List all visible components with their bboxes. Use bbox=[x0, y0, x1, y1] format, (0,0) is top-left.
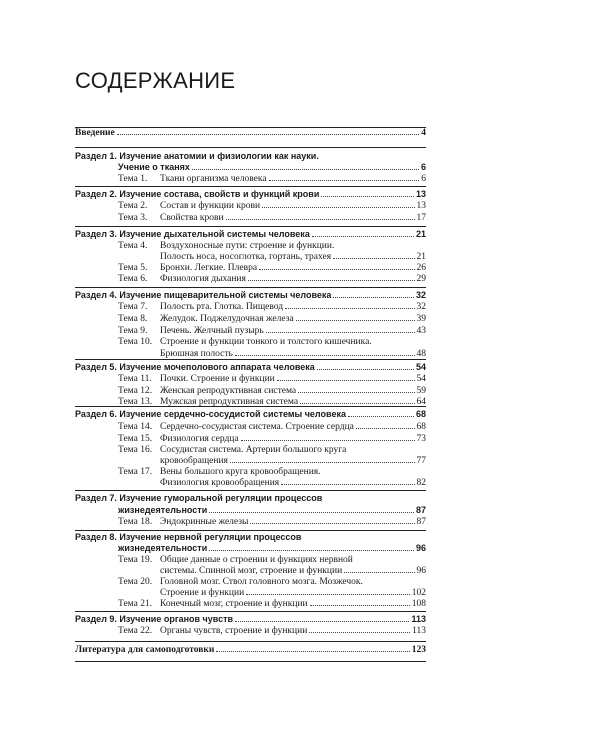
dot-leader bbox=[310, 605, 410, 606]
toc-entry-topic-4[interactable] bbox=[160, 252, 426, 262]
dot-leader bbox=[209, 512, 414, 513]
dot-leader bbox=[262, 207, 414, 208]
entry-label: Брюшная полость bbox=[160, 349, 233, 359]
topic-number: Тема 9. bbox=[118, 326, 148, 336]
toc-entry-topic-15[interactable] bbox=[160, 434, 426, 444]
entry-label: Введение bbox=[75, 128, 115, 138]
dot-leader bbox=[117, 134, 420, 135]
entry-page: 6 bbox=[420, 162, 426, 172]
topic-number: Тема 6. bbox=[118, 274, 148, 284]
dot-leader bbox=[312, 236, 414, 237]
entry-page: 32 bbox=[416, 302, 426, 312]
toc-entry-topic-17[interactable] bbox=[160, 478, 426, 488]
dot-leader bbox=[296, 320, 415, 321]
entry-label: Раздел 4. Изучение пищеварительной системы человека bbox=[75, 290, 332, 300]
toc-entry-topic-9[interactable] bbox=[160, 326, 426, 336]
section-title: Раздел 7. Изучение гуморальной регуляции процессов bbox=[75, 493, 323, 503]
entry-page: 29 bbox=[416, 274, 426, 284]
toc-entry-section-7[interactable] bbox=[118, 505, 426, 516]
entry-page: 68 bbox=[415, 409, 426, 419]
entry-label: жизнедеятельности bbox=[118, 543, 208, 553]
topic-number: Тема 20. bbox=[118, 577, 153, 587]
dot-leader bbox=[209, 550, 414, 551]
entry-label: Сердечно-сосудистая система. Строение сердца bbox=[160, 422, 354, 432]
dot-leader bbox=[235, 355, 415, 356]
entry-page: 54 bbox=[415, 362, 426, 372]
entry-label: Физиология дыхания bbox=[160, 274, 246, 284]
divider bbox=[75, 641, 426, 642]
entry-page: 113 bbox=[412, 626, 426, 636]
dot-leader bbox=[317, 369, 414, 370]
entry-label: Почки. Строение и функции bbox=[160, 374, 275, 384]
entry-label: жизнедеятельности bbox=[118, 505, 208, 515]
entry-label: Состав и функции крови bbox=[160, 201, 261, 211]
toc-entry-topic-10[interactable] bbox=[160, 349, 426, 359]
entry-page: 4 bbox=[421, 128, 426, 138]
entry-label: Литература для самоподготовки bbox=[75, 645, 215, 655]
topic-number: Тема 21. bbox=[118, 599, 153, 609]
topic-number: Тема 1. bbox=[118, 174, 148, 184]
topic-number: Тема 15. bbox=[118, 434, 153, 444]
topic-number: Тема 17. bbox=[118, 467, 153, 477]
entry-label: Раздел 9. Изучение органов чувств bbox=[75, 614, 234, 624]
topic-number: Тема 18. bbox=[118, 517, 153, 527]
entry-page: 108 bbox=[411, 599, 426, 609]
dot-leader bbox=[300, 403, 414, 404]
entry-label: Раздел 2. Изучение состава, свойств и функций крови bbox=[75, 189, 320, 199]
topic-number: Тема 19. bbox=[118, 555, 153, 565]
entry-label: Бронхи. Легкие. Плевра bbox=[160, 263, 258, 273]
section-title: Раздел 1. Изучение анатомии и физиологии как науки. bbox=[75, 151, 319, 161]
entry-label: Физиология сердца bbox=[160, 434, 239, 444]
entry-page: 87 bbox=[416, 517, 426, 527]
toc-entry-topic-20[interactable] bbox=[160, 588, 426, 598]
dot-leader bbox=[298, 392, 414, 393]
dot-leader bbox=[248, 280, 415, 281]
topic-number: Тема 7. bbox=[118, 302, 148, 312]
entry-page: 13 bbox=[415, 189, 426, 199]
toc-entry-topic-5[interactable] bbox=[160, 263, 426, 273]
topic-number: Тема 12. bbox=[118, 386, 153, 396]
divider bbox=[75, 287, 426, 288]
topic-text-line: Общие данные о строении и функциях нервной bbox=[160, 555, 353, 565]
toc-entry-intro[interactable] bbox=[75, 128, 426, 138]
entry-label: Желудок. Поджелудочная железа bbox=[160, 314, 294, 324]
divider bbox=[75, 611, 426, 612]
topic-text-line: Строение и функции тонкого и толстого кишечника. bbox=[160, 337, 372, 347]
topic-text-line: Вены большого круга кровообращения. bbox=[160, 467, 321, 477]
divider bbox=[75, 490, 426, 491]
topic-number: Тема 13. bbox=[118, 397, 153, 407]
entry-page: 6 bbox=[421, 174, 426, 184]
dot-leader bbox=[344, 572, 414, 573]
dot-leader bbox=[348, 416, 414, 417]
divider bbox=[75, 147, 426, 148]
entry-label: Эндокринные железы bbox=[160, 517, 249, 527]
topic-text-line: Головной мозг. Ствол головного мозга. Мозжечок. bbox=[160, 577, 363, 587]
dot-leader bbox=[192, 169, 419, 170]
divider bbox=[75, 530, 426, 531]
dot-leader bbox=[277, 380, 415, 381]
toc-entry-section-8[interactable] bbox=[118, 543, 426, 554]
toc-entry-topic-6[interactable] bbox=[160, 274, 426, 284]
section-title: Раздел 8. Изучение нервной регуляции процессов bbox=[75, 532, 302, 542]
dot-leader bbox=[235, 621, 409, 622]
dot-leader bbox=[246, 594, 410, 595]
divider bbox=[75, 661, 426, 662]
dot-leader bbox=[281, 484, 414, 485]
entry-label: Органы чувств, строение и функции bbox=[160, 626, 308, 636]
entry-label: Ткани организма человека bbox=[160, 174, 267, 184]
entry-page: 113 bbox=[411, 614, 426, 624]
dot-leader bbox=[226, 219, 415, 220]
entry-page: 21 bbox=[416, 252, 426, 262]
toc-entry-topic-11[interactable] bbox=[160, 374, 426, 384]
entry-page: 123 bbox=[411, 645, 426, 655]
dot-leader bbox=[216, 651, 409, 652]
entry-page: 59 bbox=[416, 386, 426, 396]
entry-page: 48 bbox=[416, 349, 426, 359]
toc-entry-topic-14[interactable] bbox=[160, 422, 426, 432]
entry-page: 82 bbox=[416, 478, 426, 488]
entry-label: системы. Спинной мозг, строение и функции bbox=[160, 566, 343, 576]
entry-page: 73 bbox=[416, 434, 426, 444]
dot-leader bbox=[356, 428, 415, 429]
topic-number: Тема 3. bbox=[118, 213, 148, 223]
topic-number: Тема 14. bbox=[118, 422, 153, 432]
toc-entry-topic-1[interactable] bbox=[160, 174, 426, 184]
entry-page: 64 bbox=[416, 397, 426, 407]
topic-number: Тема 10. bbox=[118, 337, 153, 347]
dot-leader bbox=[309, 632, 410, 633]
entry-label: Раздел 5. Изучение мочеполового аппарата человека bbox=[75, 362, 315, 372]
topic-number: Тема 4. bbox=[118, 241, 148, 251]
entry-page: 87 bbox=[415, 505, 426, 515]
entry-page: 54 bbox=[416, 374, 426, 384]
topic-number: Тема 16. bbox=[118, 445, 153, 455]
toc-entry-section-4[interactable] bbox=[75, 290, 426, 301]
entry-label: Полость носа, носоглотка, гортань, трахея bbox=[160, 252, 332, 262]
entry-label: Строение и функции bbox=[160, 588, 245, 598]
toc-entry-topic-7[interactable] bbox=[160, 302, 426, 312]
topic-number: Тема 11. bbox=[118, 374, 152, 384]
entry-label: Полость рта. Глотка. Пищевод bbox=[160, 302, 284, 312]
entry-page: 77 bbox=[416, 456, 426, 466]
topic-text-line: Воздухоносные пути: строение и функции. bbox=[160, 241, 335, 251]
entry-label: Раздел 3. Изучение дыхательной системы человека bbox=[75, 229, 310, 239]
dot-leader bbox=[285, 308, 414, 309]
dot-leader bbox=[269, 180, 420, 181]
toc-entry-topic-3[interactable] bbox=[160, 213, 426, 223]
entry-page: 96 bbox=[415, 543, 426, 553]
divider bbox=[75, 226, 426, 227]
entry-page: 26 bbox=[416, 263, 426, 273]
entry-page: 68 bbox=[416, 422, 426, 432]
entry-page: 43 bbox=[416, 326, 426, 336]
toc-entry-section-6[interactable] bbox=[75, 409, 426, 420]
dot-leader bbox=[230, 462, 415, 463]
entry-label: Свойства крови bbox=[160, 213, 224, 223]
toc-entry-section-9[interactable] bbox=[75, 614, 426, 625]
dot-leader bbox=[333, 258, 414, 259]
toc-entry-section-5[interactable] bbox=[75, 362, 426, 373]
topic-number: Тема 22. bbox=[118, 626, 153, 636]
toc-entry-topic-21[interactable] bbox=[160, 599, 426, 609]
toc-entry-topic-8[interactable] bbox=[160, 314, 426, 324]
divider bbox=[75, 406, 426, 407]
dot-leader bbox=[333, 297, 414, 298]
topic-number: Тема 2. bbox=[118, 201, 148, 211]
topic-text-line: Сосудистая система. Артерии большого круга bbox=[160, 445, 347, 455]
entry-page: 32 bbox=[415, 290, 426, 300]
toc-entry-topic-16[interactable] bbox=[160, 456, 426, 466]
entry-page: 102 bbox=[411, 588, 426, 598]
topic-number: Тема 5. bbox=[118, 263, 148, 273]
entry-label: кровообращения bbox=[160, 456, 228, 466]
toc-entry-topic-22[interactable] bbox=[160, 626, 426, 636]
topic-number: Тема 8. bbox=[118, 314, 148, 324]
entry-label: Физиология кровообращения bbox=[160, 478, 280, 488]
dot-leader bbox=[250, 523, 414, 524]
entry-page: 39 bbox=[416, 314, 426, 324]
entry-page: 17 bbox=[416, 213, 426, 223]
page-title: СОДЕРЖАНИЕ bbox=[75, 68, 236, 93]
toc-entry-section-2[interactable] bbox=[75, 189, 426, 200]
entry-page: 13 bbox=[416, 201, 426, 211]
toc-entry-section-1[interactable] bbox=[118, 162, 426, 173]
toc-entry-literature[interactable] bbox=[75, 645, 426, 655]
entry-label: Женская репродуктивная система bbox=[160, 386, 297, 396]
entry-label: Мужская репродуктивная система bbox=[160, 397, 299, 407]
toc-entry-topic-18[interactable] bbox=[160, 517, 426, 527]
entry-page: 21 bbox=[415, 229, 426, 239]
dot-leader bbox=[266, 332, 415, 333]
entry-label: Печень. Желчный пузырь bbox=[160, 326, 264, 336]
entry-label: Конечный мозг, строение и функции bbox=[160, 599, 308, 609]
toc-entry-topic-12[interactable] bbox=[160, 386, 426, 396]
entry-label: Учение о тканях bbox=[118, 162, 190, 172]
dot-leader bbox=[259, 269, 414, 270]
toc-entry-section-3[interactable] bbox=[75, 229, 426, 240]
dot-leader bbox=[241, 440, 415, 441]
toc-entry-topic-19[interactable] bbox=[160, 566, 426, 576]
entry-page: 96 bbox=[416, 566, 426, 576]
divider bbox=[75, 186, 426, 187]
divider bbox=[75, 359, 426, 360]
dot-leader bbox=[321, 196, 414, 197]
toc-entry-topic-2[interactable] bbox=[160, 201, 426, 211]
entry-label: Раздел 6. Изучение сердечно-сосудистой системы человека bbox=[75, 409, 346, 419]
